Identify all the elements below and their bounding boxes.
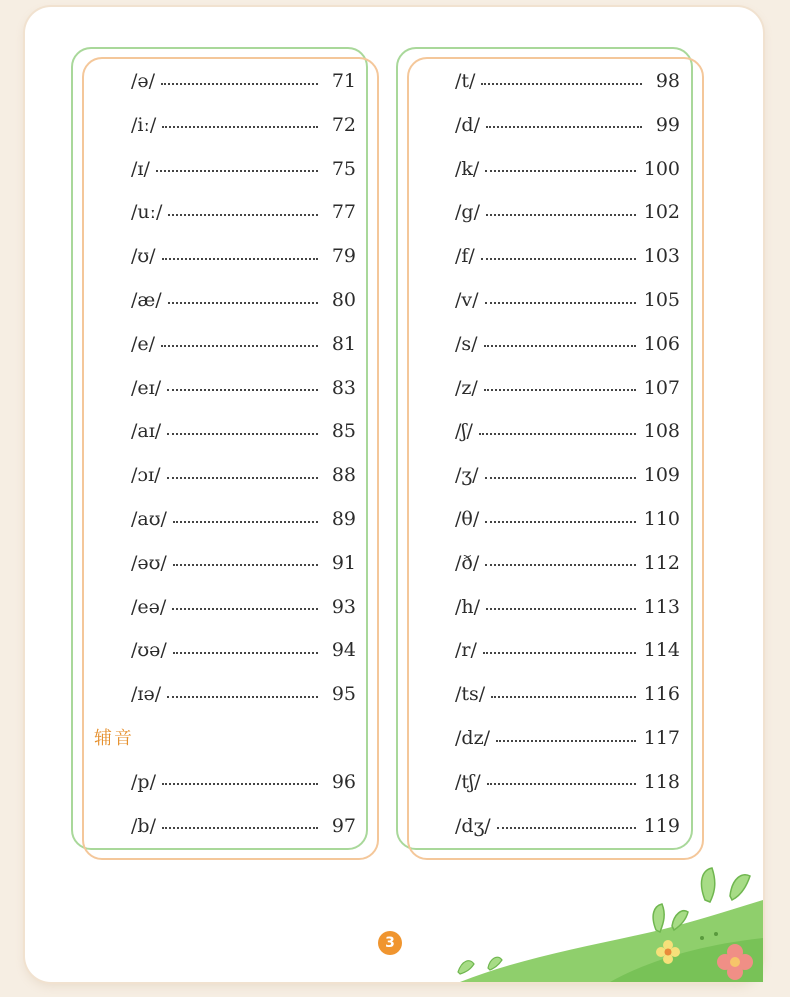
phonetic-symbol: /r/	[455, 639, 477, 662]
toc-entry	[455, 329, 680, 359]
page-number: 98	[655, 70, 680, 92]
phonetic-symbol: /f/	[455, 245, 475, 268]
dot-leader	[486, 607, 636, 610]
toc-entry	[455, 548, 680, 578]
toc-entry	[455, 811, 680, 841]
page-number: 102	[643, 201, 680, 224]
phonetic-symbol: /dʒ/	[455, 814, 491, 837]
page-number: 103	[643, 245, 680, 268]
dot-leader	[162, 826, 318, 829]
phonetic-symbol: /aɪ/	[131, 420, 162, 443]
dot-leader	[161, 344, 318, 347]
phonetic-symbol: /əʊ/	[131, 551, 167, 574]
page-number: 99	[655, 113, 680, 136]
toc-entry	[455, 154, 680, 184]
phonetic-symbol: /æ/	[131, 289, 162, 311]
toc-entry	[455, 66, 680, 96]
page-number: 81	[331, 332, 356, 355]
toc-entry	[131, 373, 356, 403]
toc-entry	[455, 592, 680, 622]
dot-leader	[161, 82, 318, 85]
dot-leader	[156, 169, 318, 172]
phonetic-symbol: /t/	[455, 70, 476, 92]
phonetic-symbol: /v/	[455, 289, 479, 311]
phonetic-symbol: /h/	[455, 595, 481, 618]
page-number: 117	[643, 727, 680, 749]
page-number: 118	[643, 770, 680, 793]
toc-entry	[131, 285, 356, 315]
dot-leader	[167, 695, 318, 698]
phonetic-symbol: /iː/	[131, 113, 157, 136]
page-number: 80	[331, 289, 356, 311]
consonant-section-heading: 辅音	[94, 728, 134, 749]
toc-entry	[131, 154, 356, 184]
phonetic-symbol: /ʃ/	[455, 420, 473, 443]
page-number: 71	[331, 70, 356, 92]
dot-leader	[162, 257, 318, 260]
phonetic-symbol: /ɪ/	[131, 157, 150, 180]
phonetic-symbol: /ʊ/	[131, 245, 156, 268]
page-number: 75	[331, 157, 356, 180]
dot-leader	[485, 476, 636, 479]
dot-leader	[167, 432, 318, 435]
toc-entry	[131, 197, 356, 227]
phonetic-symbol: /eɪ/	[131, 376, 162, 399]
dot-leader	[484, 344, 636, 347]
phonetic-symbol: /ə/	[131, 70, 156, 92]
page-number: 94	[331, 639, 356, 662]
dot-leader	[485, 520, 635, 523]
page-number: 95	[331, 683, 356, 706]
toc-entry	[131, 110, 356, 140]
toc-entry	[131, 548, 356, 578]
toc-entry	[455, 197, 680, 227]
toc-entry	[455, 460, 680, 490]
toc-entry	[131, 460, 356, 490]
toc-entry	[131, 66, 356, 96]
phonetic-symbol: /ɪə/	[131, 683, 162, 706]
page-number: 106	[643, 332, 680, 355]
toc-entry	[131, 767, 356, 797]
page-number: 113	[643, 595, 680, 618]
page-number: 79	[331, 245, 356, 268]
phonetic-symbol: /eə/	[131, 595, 167, 618]
page-number: 91	[331, 551, 356, 574]
page-number: 105	[643, 289, 680, 311]
dot-leader	[496, 739, 636, 742]
phonetic-symbol: /p/	[131, 770, 156, 793]
dot-leader	[485, 169, 635, 172]
toc-entry	[455, 504, 680, 534]
dot-leader	[483, 651, 636, 654]
dot-leader	[487, 782, 636, 785]
dot-leader	[484, 388, 636, 391]
phonetic-symbol: /uː/	[131, 201, 163, 224]
phonetic-symbol: /ɔɪ/	[131, 464, 161, 487]
dot-leader	[485, 301, 636, 304]
toc-entry	[131, 416, 356, 446]
dot-leader	[479, 432, 636, 435]
toc-entry	[455, 241, 680, 271]
page-number: 97	[331, 814, 356, 837]
phonetic-symbol: /z/	[455, 376, 478, 399]
phonetic-symbol: /θ/	[455, 508, 480, 530]
dot-leader	[173, 651, 318, 654]
toc-entry	[131, 811, 356, 841]
phonetic-symbol: /ʊə/	[131, 639, 167, 662]
page-number: 119	[643, 814, 680, 837]
dot-leader	[491, 695, 636, 698]
page-number: 93	[331, 595, 356, 618]
phonetic-symbol: /g/	[455, 201, 480, 224]
page-number: 109	[643, 464, 680, 487]
page-number: 88	[331, 464, 356, 487]
dot-leader	[481, 257, 636, 260]
phonetic-symbol: /k/	[455, 157, 480, 180]
dot-leader	[486, 125, 642, 128]
dot-leader	[162, 782, 318, 785]
dot-leader	[173, 520, 318, 523]
page-number: 108	[643, 420, 680, 443]
dot-leader	[497, 826, 636, 829]
phonetic-symbol: /dz/	[455, 727, 490, 749]
phonetic-symbol: /aʊ/	[131, 508, 167, 530]
dot-leader	[173, 563, 318, 566]
dot-leader	[168, 301, 318, 304]
page-number: 83	[331, 376, 356, 399]
page-number: 100	[643, 157, 680, 180]
phonetic-symbol: /b/	[131, 814, 156, 837]
dot-leader	[168, 213, 318, 216]
phonetic-symbol: /ʒ/	[455, 464, 479, 487]
page-number: 96	[331, 770, 356, 793]
toc-entry	[455, 635, 680, 665]
toc-entry	[131, 635, 356, 665]
phonetic-symbol: /ts/	[455, 683, 486, 706]
toc-entry	[455, 416, 680, 446]
toc-entry	[455, 723, 680, 753]
toc-entry	[455, 285, 680, 315]
dot-leader	[485, 563, 635, 566]
page-number-badge: 3	[378, 931, 402, 955]
page-number: 89	[331, 508, 356, 530]
phonetic-symbol: /ð/	[455, 551, 480, 574]
dot-leader	[172, 607, 318, 610]
page-number: 85	[331, 420, 356, 443]
toc-entry	[455, 767, 680, 797]
dot-leader	[167, 388, 318, 391]
toc-entry	[455, 110, 680, 140]
toc-entry	[455, 373, 680, 403]
phonetic-symbol: /e/	[131, 332, 156, 355]
dot-leader	[486, 213, 636, 216]
page-number: 77	[331, 201, 356, 224]
toc-entry	[455, 679, 680, 709]
toc-entry	[131, 679, 356, 709]
phonetic-symbol: /d/	[455, 113, 480, 136]
page-number: 114	[643, 639, 680, 662]
page-number: 72	[331, 113, 356, 136]
toc-entry	[131, 329, 356, 359]
toc-entry	[131, 592, 356, 622]
toc-entry	[131, 504, 356, 534]
grass-hill-with-flowers-icon	[440, 860, 763, 982]
dot-leader	[167, 476, 318, 479]
page-number: 107	[643, 376, 680, 399]
phonetic-symbol: /tʃ/	[455, 770, 481, 793]
page-number: 116	[643, 683, 680, 706]
page-number: 112	[643, 551, 680, 574]
toc-entry	[131, 241, 356, 271]
phonetic-symbol: /s/	[455, 332, 478, 355]
page-number: 110	[643, 508, 680, 530]
dot-leader	[162, 125, 318, 128]
dot-leader	[481, 82, 642, 85]
